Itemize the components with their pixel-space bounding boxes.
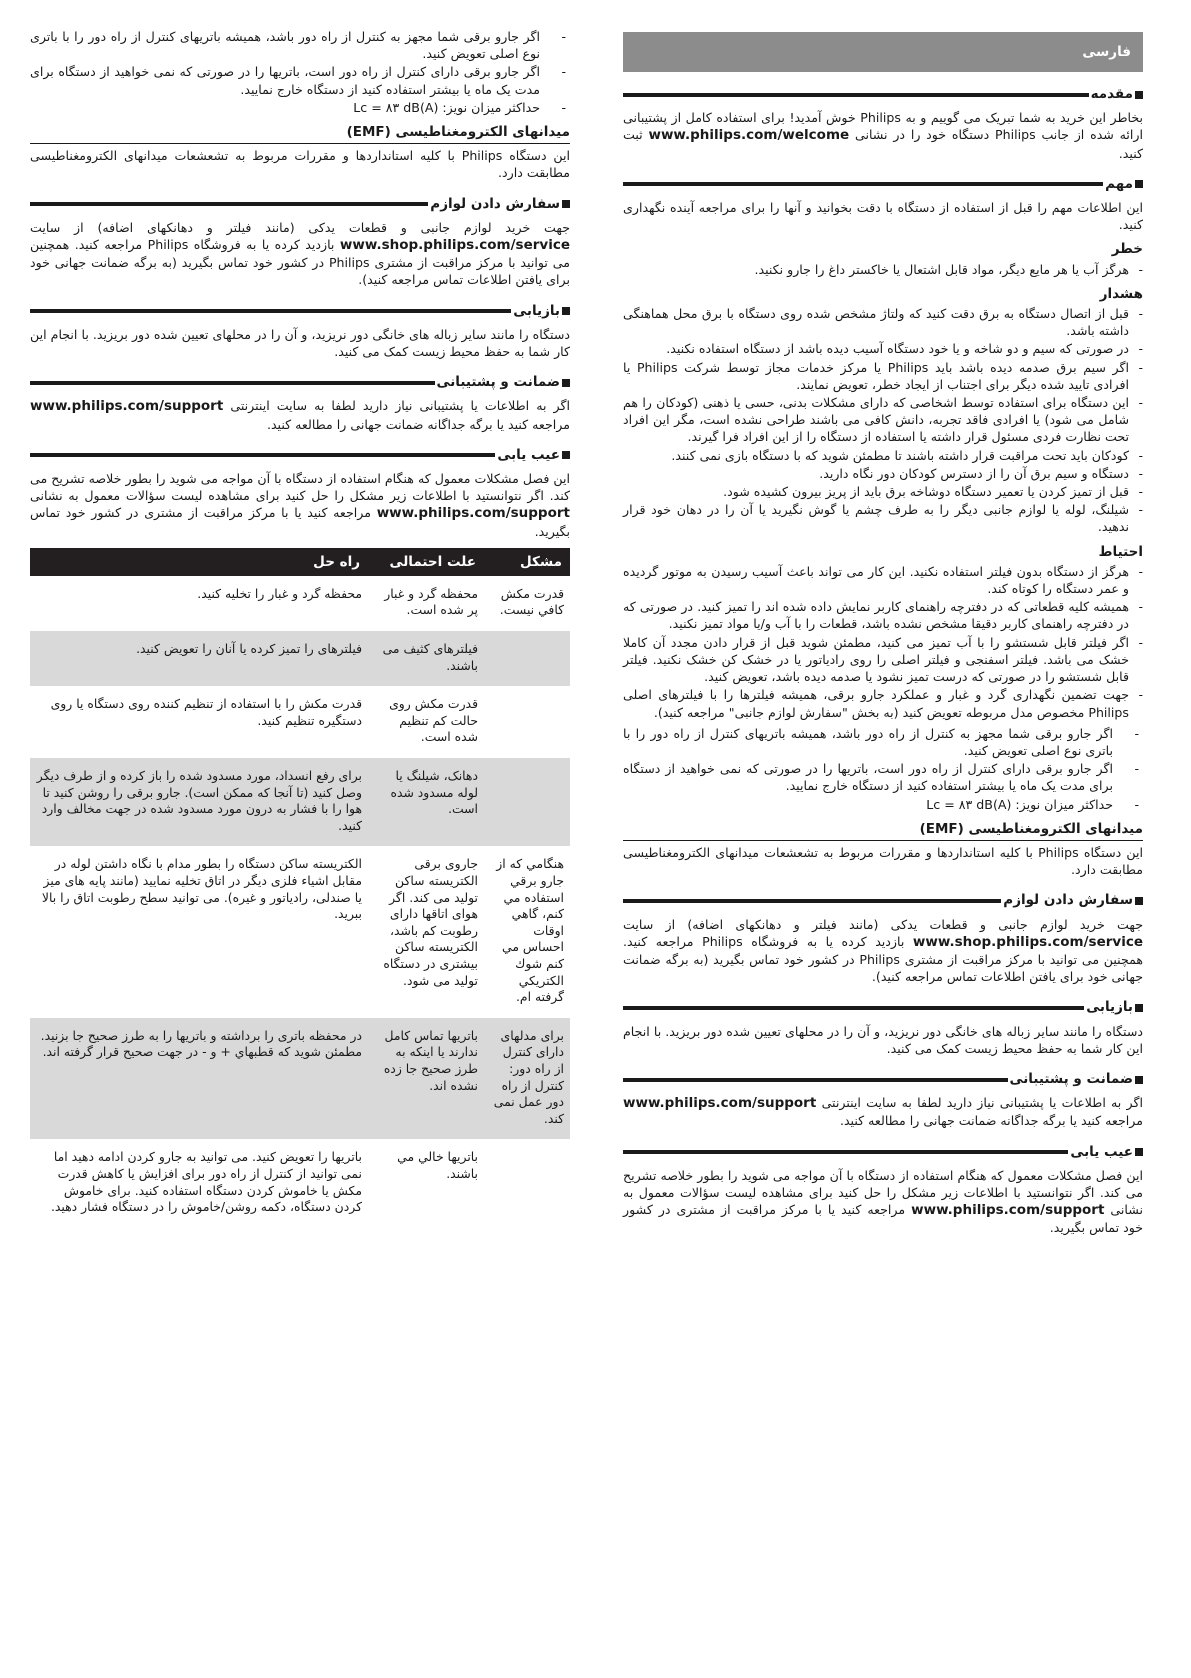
header-problem: مشکل [484, 548, 570, 576]
important-text: این اطلاعات مهم را قبل از استفاده از دستگاه با دقت بخوانید و آنها را برای مراجعه آینده نگهداری کنید. [623, 200, 1143, 233]
cause-cell: باتریها خالي مي باشند. [397, 1149, 478, 1181]
problem-cell [484, 1139, 570, 1227]
list-item: - هرگز آب یا هر مایع دیگر، مواد قابل اشتعال یا خاکستر داغ را جارو نکنید. [623, 261, 1143, 278]
caution-heading: احتیاط [1098, 543, 1143, 560]
list-item: - قبل از تمیز کردن یا تعمیر دستگاه دوشاخه برق باید از پریز بیرون کشیده شود. [623, 483, 1143, 500]
troubleshooting-text: این فصل مشکلات معمول که هنگام استفاده از دستگاه با آن مواجه می شوید را بطور خلاصه تشریح می کند. اگر نتوانستید با اطلاعات زیر مشکل را حل کنید برای مشاهده لیست سؤالات معمول به نشانی www.philips.com/support مراجعه کنید یا با مرکز مراقبت از مشتری در کشور خود تماس بگیرید. [623, 1167, 1144, 1236]
order-text: جهت خرید لوازم جانبی و قطعات یدکی (مانند فیلتر و دهانکهای اضافه) از سایت www.shop.philips.com/service بازدید کرده یا به فروشگاه Philips مراجعه کنید. همچنین می توانید با مرکز مراقبت از مشتری Philips در کشور خود تماس بگیرید (به برگه ضمانت جهانی خود برای یافتن اطلاعات تماس مراجعه کنید). [30, 219, 570, 288]
important-heading: مهم [623, 176, 1143, 193]
header-cause: علت احتمالی [368, 548, 484, 576]
faq-link[interactable]: www.philips.com/support [911, 1202, 1105, 1219]
welcome-link[interactable]: www.philips.com/welcome [648, 127, 850, 144]
problem-cell [484, 758, 570, 846]
remote-notes-list [623, 725, 1143, 813]
emf-text: این دستگاه Philips با کلیه استانداردها و مقررات مربوط به تشعشعات میدانهای الکترومغناطیسی مطابقت دارد. [30, 148, 570, 181]
danger-list [623, 261, 1143, 278]
support-text: اگر به اطلاعات یا پشتیبانی نیاز دارید لطفا به سایت اینترنتی www.philips.com/support مراجعه کنید یا برگه جداگانه ضمانت جهانی را مطالعه کنید. [30, 398, 570, 432]
order-heading: سفارش دادن لوازم [623, 892, 1143, 909]
table-header-row [30, 548, 570, 576]
problem-cell [484, 631, 570, 686]
table-row [30, 758, 570, 846]
intro-text: بخاطر این خرید به شما تبریک می گوییم و به Philips خوش آمدید! برای استفاده کامل از پشتیبانی ارائه شده از جانب Philips دستگاه خود را در نشانی www.philips.com/welcome ثبت کنید. [623, 110, 1143, 161]
table-row [30, 846, 570, 1017]
recycle-text: دستگاه را مانند سایر زباله های خانگی دور نریزید، و آن را در محلهای تعیین شده دور بریزید. با انجام این کار شما به حفظ محیط زیست کمک می کنید. [30, 326, 570, 360]
cause-cell: باتریها تماس کامل ندارند یا اینکه به طرز صحیح جا زده نشده اند. [368, 1018, 484, 1140]
solution-cell: الکتریسته ساکن دستگاه را بطور مدام با نگاه داشتن لوله در مقابل اشیاء فلزی دیگر در اتاق تخلیه نمایید (مانند پایه های میز یا صندلی، رادیاتور و غیره). می توانید سطح رطوبت اتاق را بالا ببرید. [41, 856, 362, 922]
solution-cell: محفظه گرد و غبار را تخلیه کنید. [197, 585, 362, 601]
header-solution: راه حل [30, 548, 368, 576]
support-heading: ضمانت و پشتیبانی [30, 374, 570, 391]
problem-cell: قدرت مکش کافي نیست. [499, 585, 564, 618]
list-item: - اگر فیلتر قابل شستشو را با آب تمیز می کنید، مطمئن شوید قبل از قرار دادن مجدد آن کاملا خشک می باشد. فیلتر اسفنجی و فیلتر اصلی را روی رادیاتور یا در خشک کن خشک نکنید. فیلتر قابل شستشو را در صورتی که درست تمیز نشود یا صدمه دیده باشد، تعویض کنید. [623, 634, 1143, 686]
cause-cell: محفظه گرد و غبار پر شده است. [384, 585, 478, 618]
danger-heading: خطر [1111, 241, 1143, 258]
list-item: - اگر سیم برق صدمه دیده باشد باید Philips یا مرکز خدمات مجاز توسط شرکت Philips یا افرادی تایید شده دیگر برای اجتناب از ایجاد خطر، تعویض نمایند. [623, 359, 1143, 393]
list-item: - قبل از اتصال دستگاه به برق دقت کنید که ولتاژ مشخص شده روی دستگاه با برق محل هماهنگی داشته باشد. [623, 305, 1143, 339]
warning-list [623, 305, 1143, 536]
shop-link[interactable]: www.shop.philips.com/service [912, 933, 1143, 950]
intro-heading: مقدمه [623, 86, 1143, 103]
solution-cell: قدرت مکش را با استفاده از تنظیم کننده روی دستگاه یا روی دستگیره تنظیم کنید. [50, 696, 362, 728]
faq-link[interactable]: www.philips.com/support [376, 505, 570, 522]
troubleshooting-heading: عیب یابی [623, 1144, 1143, 1161]
table-row [30, 686, 570, 758]
order-heading: سفارش دادن لوازم [30, 196, 570, 213]
solution-cell: در محفظه باتری را برداشته و باتریها را به طرز صحیح جا بزنید. مطمئن شوید که قطبهاي + و - در جهت صحیح قرار گرفته اند. [30, 1018, 368, 1140]
table-row [30, 1139, 570, 1227]
list-item: - حداکثر میزان نویز: Lc = ۸۳ dB(A) [623, 796, 1143, 813]
support-heading: ضمانت و پشتیبانی [623, 1071, 1143, 1088]
language-header: فارسی [623, 32, 1143, 72]
list-item: - این دستگاه برای استفاده توسط اشخاصی که دارای مشکلات بدنی، حسی یا ذهنی (کودکان را هم شامل می شود) یا افرادی فاقد تجربه، دانش کافی می باشند طراحی نشده است، مگر این افراد تحت نظارت فردی مسئول قرار داشته یا استفاده از دستگاه را از این افراد فرا گیرند. [623, 394, 1143, 446]
list-item: - کودکان باید تحت مراقبت قرار داشته باشند تا مطمئن شوید که با دستگاه بازی نمی کنند. [623, 447, 1143, 464]
left-column [30, 28, 570, 1228]
list-item: - جهت تضمین نگهداری گرد و غبار و عملکرد جارو برقی، همیشه فیلترها را با فیلترهای اصلی Philips مخصوص مدل مربوطه تعویض کنید (به بخش "سفارش لوازم جانبی" مراجعه کنید). [623, 686, 1143, 720]
problem-cell: برای مدلهای دارای کنترل از راه دور: کنترل از راه دور عمل نمی کند. [484, 1018, 570, 1140]
problem-cell [484, 686, 570, 758]
solution-cell: فیلترهای را تمیز کرده یا آنان را تعویض کنید. [30, 631, 368, 686]
problem-cell: هنگامي که از جارو برقي استفاده مي کنم، گاهي اوقات احساس مي کنم شوك الکتريکي گرفته ام. [496, 856, 564, 1005]
solution-cell: باتریها را تعویض کنید. می توانید به جارو کردن ادامه دهید اما نمی توانید از کنترل از راه دور برای افزایش یا کاهش قدرت مکش یا خاموش کردن دستگاه استفاده کنید. برای خاموش کردن دستگاه، دکمه روشن/خاموش را در دستگاه فشار دهید. [50, 1149, 362, 1215]
list-item: - دستگاه و سیم برق آن را از دسترس کودکان دور نگاه دارید. [623, 465, 1143, 482]
troubleshooting-text: این فصل مشکلات معمول که هنگام استفاده از دستگاه با آن مواجه می شوید را بطور خلاصه تشریح می کند. اگر نتوانستید با اطلاعات زیر مشکل را حل کنید برای مشاهده لیست سؤالات معمول به نشانی www.philips.com/support مراجعه کنید یا با مرکز مراقبت از مشتری در کشور خود تماس بگیرید. [30, 471, 570, 539]
list-item: - شیلنگ، لوله یا لوازم جانبی دیگر را به طرف چشم یا گوش نگیرید یا آن را در دهان خود قرار ندهید. [623, 501, 1143, 535]
support-text: اگر به اطلاعات یا پشتیبانی نیاز دارید لطفا به سایت اینترنتی www.philips.com/support مراجعه کنید یا برگه جداگانه ضمانت جهانی را مطالعه کنید. [623, 1095, 1143, 1129]
right-column [623, 28, 1143, 1239]
cause-cell: فیلترهای کثیف می باشند. [368, 631, 484, 686]
support-link[interactable]: www.philips.com/support [30, 398, 224, 415]
cause-cell: قدرت مکش روی حالت کم تنظیم شده است. [389, 696, 478, 745]
cause-cell: جاروی برقی الکتریسته ساکن تولید می کند. اگر هوای اتاقها دارای رطوبت کم باشد، الکتریسته ساکن بیشتری در دستگاه تولید می شود. [383, 856, 478, 988]
table-row [30, 1018, 570, 1140]
table-row [30, 576, 570, 631]
shop-link[interactable]: www.shop.philips.com/service [339, 237, 570, 254]
cause-cell: دهانک، شیلنگ یا لوله مسدود شده است. [368, 758, 484, 846]
list-item: - هرگز از دستگاه بدون فیلتر استفاده نکنید. این کار می تواند باعث آسیب رسیدن به موتور گردیده و عمر دستگاه را کوتاه کند. [623, 563, 1143, 597]
list-item: - حداکثر میزان نویز: Lc = ۸۳ dB(A) [30, 99, 570, 116]
recycle-heading: بازیابی [30, 303, 570, 320]
warning-heading: هشدار [1099, 285, 1143, 302]
emf-heading: میدانهای الکترومغناطیسی (EMF) [30, 124, 570, 144]
recycle-text: دستگاه را مانند سایر زباله های خانگی دور نریزید، و آن را در محلهای تعیین شده دور بریزید. با انجام این کار شما به حفظ محیط زیست کمک می کنید. [623, 1023, 1143, 1056]
order-text: جهت خرید لوازم جانبی و قطعات یدکی (مانند فیلتر و دهانکهای اضافه) از سایت www.shop.philips.com/service بازدید کرده یا به فروشگاه Philips مراجعه کنید. همچنین می توانید با مرکز مراقبت از مشتری Philips در کشور خود تماس بگیرید (به برگه ضمانت جهانی خود برای یافتن اطلاعات تماس مراجعه کنید). [623, 916, 1144, 985]
emf-text: این دستگاه Philips با کلیه استانداردها و مقررات مربوط به تشعشعات میدانهای الکترومغناطیسی مطابقت دارد. [623, 844, 1143, 878]
list-item: - در صورتی که سیم و دو شاخه و یا خود دستگاه آسیب دیده باشد از دستگاه استفاده نکنید. [623, 340, 1143, 357]
table-row [30, 631, 570, 686]
list-item: - اگر جارو برقی شما مجهز به کنترل از راه دور باشد، همیشه باتریهای کنترل از راه دور را با باتری نوع اصلی تعویض کنید. [30, 28, 570, 62]
list-item: - اگر جارو برقی دارای کنترل از راه دور است، باتریها را در صورتی که نمی خواهید از دستگاه برای مدت یک ماه یا بیشتر استفاده کنید از دستگاه خارج نمایید. [623, 760, 1143, 794]
remote-notes-list [30, 28, 570, 116]
troubleshooting-heading: عیب یابی [30, 447, 570, 464]
solution-cell: برای رفع انسداد، مورد مسدود شده را باز کرده و از طرف دیگر وصل کنید (تا آنجا که ممکن است). جارو برقی را روشن کنید تا هوا را با فشار به درون مورد مسدود شده در جهت مخالف وارد کنید. [30, 758, 368, 846]
caution-list [623, 563, 1143, 721]
troubleshooting-table [30, 548, 570, 1228]
list-item: - اگر جارو برقی دارای کنترل از راه دور است، باتریها را در صورتی که نمی خواهید از دستگاه برای مدت یک ماه یا بیشتر استفاده کنید از دستگاه خارج نمایید. [30, 63, 570, 97]
recycle-heading: بازیابی [623, 999, 1143, 1016]
list-item: - اگر جارو برقی شما مجهز به کنترل از راه دور باشد، همیشه باتریهای کنترل از راه دور را با باتری نوع اصلی تعویض کنید. [623, 725, 1143, 759]
emf-heading: میدانهای الکترومغناطیسی (EMF) [623, 821, 1143, 841]
support-link[interactable]: www.philips.com/support [623, 1095, 817, 1112]
list-item: - همیشه کلیه قطعاتی که در دفترچه راهنمای کاربر نمایش داده شده اند را تمیز کنید. در صورتی که در دفترچه راهنمای کاربر دقیقا مشخص نشده باشد، قطعات را با آب و/یا مواد تمیز نکنید. [623, 598, 1143, 632]
